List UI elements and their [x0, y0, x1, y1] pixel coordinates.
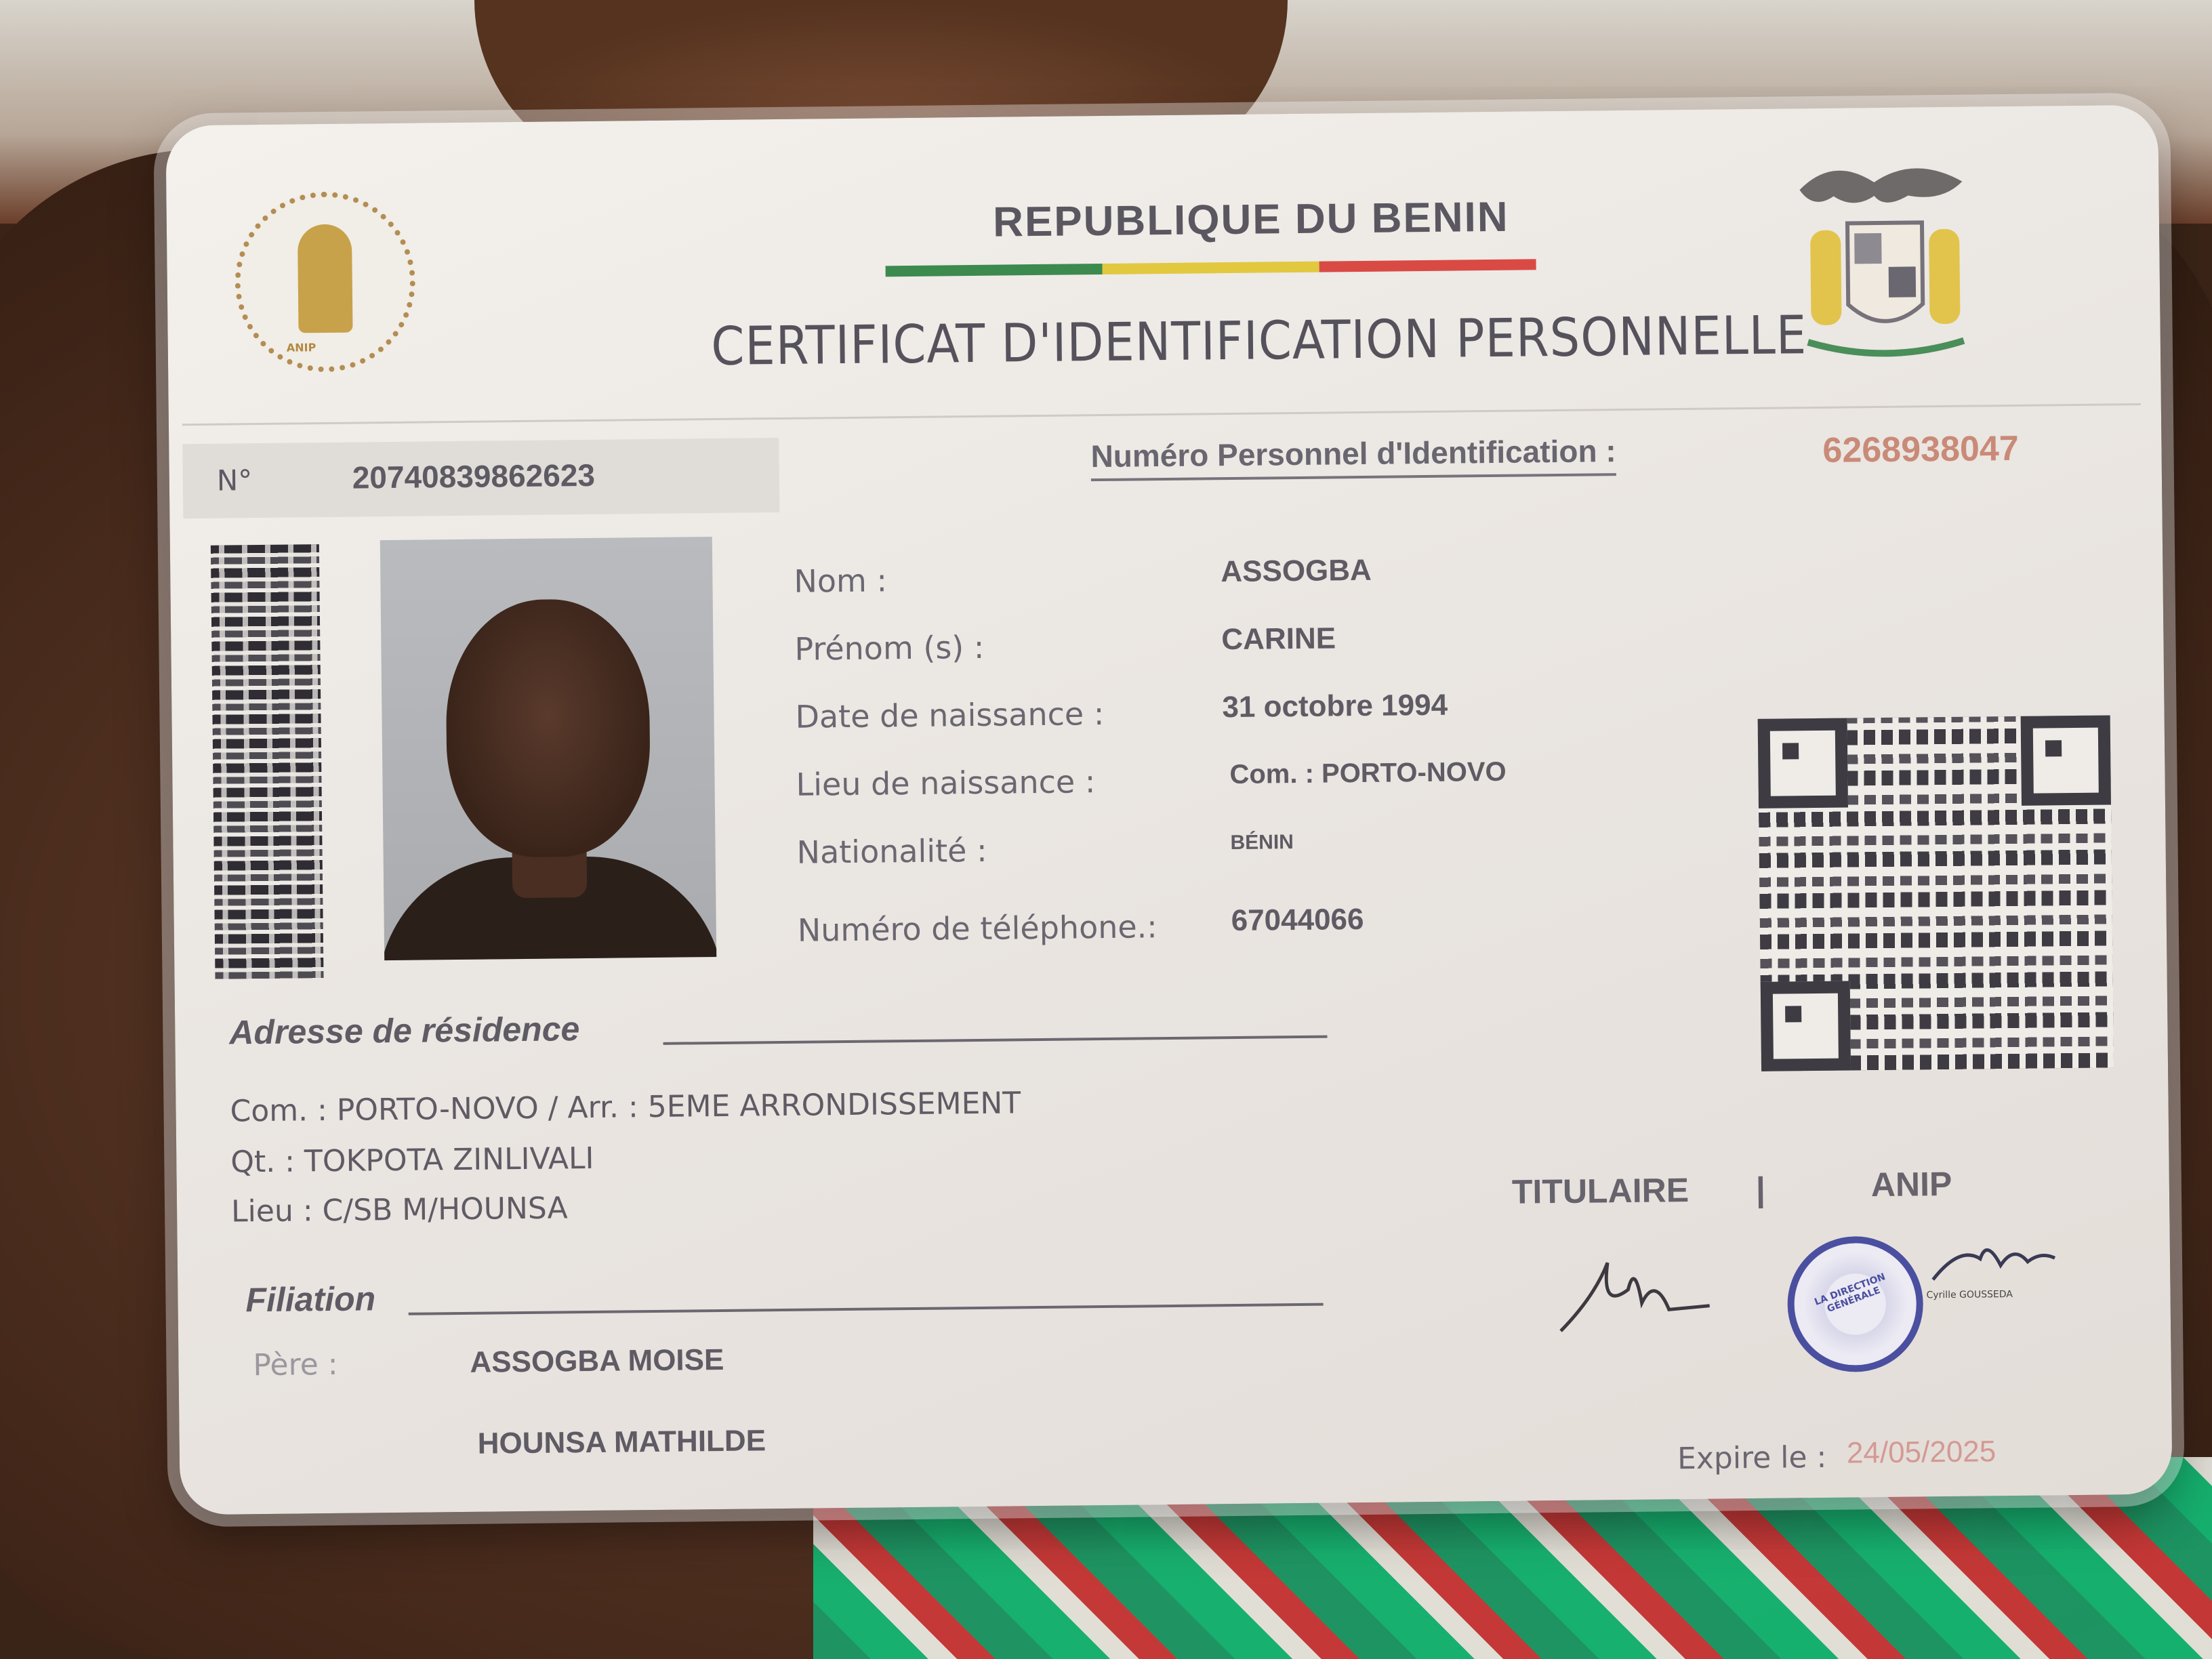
card-number-value: 20740839862623	[352, 457, 596, 495]
qr-finder-top-left	[1758, 718, 1848, 808]
flag-yellow	[1103, 262, 1319, 274]
father-label: Père :	[253, 1347, 338, 1383]
field-value-nationalite: BÉNIN	[1230, 831, 1294, 855]
field-value-date: 31 octobre 1994	[1222, 688, 1448, 724]
address-title: Adresse de résidence	[229, 1010, 580, 1052]
qr-finder-top-right	[2021, 715, 2111, 805]
document-title: CERTIFICAT D'IDENTIFICATION PERSONNELLE	[710, 305, 1807, 378]
field-label-nationalite: Nationalité :	[796, 832, 987, 871]
signature-holder-label: TITULAIRE	[1511, 1171, 1689, 1211]
mother-value: HOUNSA MATHILDE	[477, 1424, 766, 1460]
npi-value: 6268938047	[1822, 428, 2019, 470]
anip-logo	[234, 191, 416, 373]
logo-figure	[298, 224, 353, 333]
filiation-title: Filiation	[245, 1279, 376, 1319]
address-title-line	[663, 1036, 1328, 1045]
anip-logo-text: ANIP	[286, 341, 316, 354]
flag-red	[1319, 259, 1536, 272]
signature-separator: |	[1755, 1170, 1766, 1208]
signer-name: Cyrille GOUSSEDA	[1926, 1289, 2013, 1301]
address-line-2: Qt. : TOKPOTA ZINLIVALI	[230, 1141, 594, 1180]
qr-finder-bottom-left	[1761, 981, 1851, 1071]
qr-code-icon	[1758, 715, 2114, 1071]
npi-label: Numéro Personnel d'Identification :	[1090, 432, 1616, 481]
flag-green	[886, 264, 1103, 276]
field-value-prenom: CARINE	[1221, 621, 1336, 657]
father-value: ASSOGBA MOISE	[470, 1343, 724, 1379]
field-label-lieu: Lieu de naissance :	[796, 763, 1096, 803]
header-separator	[182, 403, 2141, 426]
photo-head	[445, 598, 651, 858]
field-value-nom: ASSOGBA	[1221, 553, 1372, 589]
field-label-prenom: Prénom (s) :	[794, 628, 985, 668]
id-card	[165, 105, 2172, 1515]
flag-bar	[886, 259, 1536, 276]
filiation-title-line	[409, 1303, 1324, 1315]
signature-authority-label: ANIP	[1870, 1164, 1952, 1204]
authority-signature-icon	[1926, 1231, 2062, 1293]
holder-photo	[380, 537, 716, 960]
expire-label: Expire le :	[1677, 1439, 1827, 1477]
stamp-text: LA DIRECTION GÉNÉRALE	[1813, 1271, 1887, 1315]
field-label-date: Date de naissance :	[795, 695, 1105, 735]
address-line-3: Lieu : C/SB M/HOUNSA	[230, 1191, 568, 1229]
field-label-telephone: Numéro de téléphone.:	[797, 908, 1158, 949]
field-label-nom: Nom :	[794, 562, 888, 600]
address-line-1: Com. : PORTO-NOVO / Arr. : 5EME ARRONDISSEMENT	[230, 1086, 1021, 1129]
card-number-label: N°	[216, 464, 253, 497]
field-value-lieu: Com. : PORTO-NOVO	[1229, 756, 1507, 790]
coat-of-arms-icon	[1772, 147, 1998, 366]
holder-signature-icon	[1553, 1248, 1717, 1345]
expire-value: 24/05/2025	[1846, 1435, 1996, 1470]
field-value-telephone: 67044066	[1231, 902, 1364, 938]
country-title: REPUBLIQUE DU BENIN	[992, 193, 1509, 246]
barcode-icon	[211, 544, 324, 979]
